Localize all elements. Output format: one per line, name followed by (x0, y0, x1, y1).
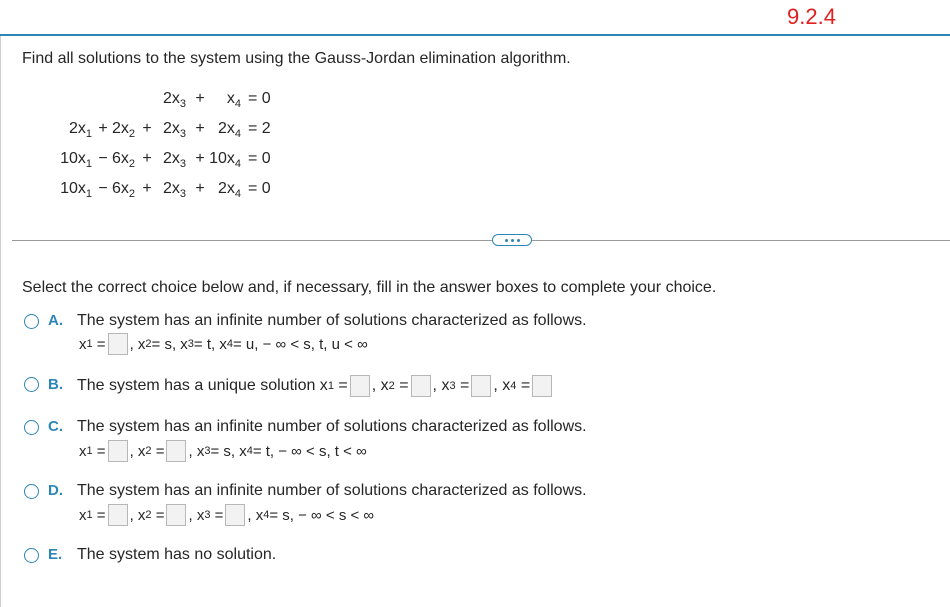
answer-box-b-x4[interactable] (532, 375, 552, 397)
choice-d-formula: x 1 = , x 2 = , x 3 = , x 4 = s, − ∞ < s < ∞ (79, 504, 374, 526)
answer-box-c-x2[interactable] (166, 440, 186, 462)
equation-term: $2x_3$ (162, 180, 186, 200)
equation-operator: + (142, 120, 152, 137)
equation-operator: + (195, 150, 205, 167)
handwritten-annotation (787, 2, 867, 32)
choice-a-formula: x 1 = , x 2 = s, x 3 = t, x 4 = u, − ∞ < s, t, u < ∞ (79, 333, 368, 355)
choice-e-letter: E. (48, 546, 63, 563)
equation-rhs: = 0 (248, 180, 271, 197)
answer-box-d-x1[interactable] (108, 504, 128, 526)
equation-term: $2x_3$ (162, 90, 186, 110)
annotation-text: 9.2.4 (787, 4, 836, 29)
equation-term: $6x_2$ (111, 150, 135, 170)
equation-operator: + (142, 180, 152, 197)
more-options-button[interactable] (492, 234, 532, 246)
choice-a-letter: A. (48, 312, 63, 329)
answer-box-b-x3[interactable] (471, 375, 491, 397)
equation-operator: + (195, 180, 205, 197)
radio-c[interactable] (24, 420, 39, 435)
dot-icon (517, 239, 520, 242)
choice-e-text: The system has no solution. (77, 546, 277, 563)
equation-term: $2x_3$ (162, 150, 186, 170)
choice-b-letter: B. (48, 376, 63, 393)
equation-term: $2x_3$ (162, 120, 186, 140)
radio-a[interactable] (24, 314, 39, 329)
equation-term: $x_4$ (226, 90, 241, 110)
equation-term: $2x_4$ (217, 120, 241, 140)
equation-term: $10x_4$ (209, 150, 241, 170)
radio-b[interactable] (24, 377, 39, 392)
choice-prompt: Select the correct choice below and, if necessary, fill in the answer boxes to complete your choice. (22, 279, 717, 296)
equation-row (0, 180, 320, 200)
choice-c-letter: C. (48, 418, 63, 435)
equation-rhs: = 0 (248, 150, 271, 167)
choice-b-formula: The system has a unique solution x 1 = , x 2 = , x 3 = , x 4 = (77, 375, 554, 397)
separator-line (12, 240, 950, 241)
equation-rhs: = 0 (248, 90, 271, 107)
choice-d-letter: D. (48, 482, 63, 499)
equation-operator: + (195, 120, 205, 137)
equation-operator: + (195, 90, 205, 107)
equation-term: $2x_2$ (111, 120, 135, 140)
top-rule (0, 34, 950, 36)
choice-a-text: The system has an infinite number of solutions characterized as follows. (77, 312, 587, 329)
dot-icon (505, 239, 508, 242)
equation-row (0, 120, 320, 140)
equation-row (0, 150, 320, 170)
equation-term: $2x_1$ (68, 120, 92, 140)
choice-d-text: The system has an infinite number of solutions characterized as follows. (77, 482, 587, 499)
dot-icon (511, 239, 514, 242)
radio-e[interactable] (24, 548, 39, 563)
equation-operator: + (98, 120, 108, 137)
answer-box-b-x2[interactable] (411, 375, 431, 397)
equation-term: $10x_1$ (60, 180, 92, 200)
equation-term: $6x_2$ (111, 180, 135, 200)
question-instruction: Find all solutions to the system using the Gauss-Jordan elimination algorithm. (22, 50, 571, 67)
equation-operator: + (142, 150, 152, 167)
radio-d[interactable] (24, 484, 39, 499)
choice-c-text: The system has an infinite number of solutions characterized as follows. (77, 418, 587, 435)
equation-term: $10x_1$ (60, 150, 92, 170)
answer-box-d-x3[interactable] (225, 504, 245, 526)
answer-box-d-x2[interactable] (166, 504, 186, 526)
equation-operator: − (98, 150, 108, 167)
equation-term: $2x_4$ (217, 180, 241, 200)
equation-operator: − (98, 180, 108, 197)
answer-box-c-x1[interactable] (108, 440, 128, 462)
answer-box-a-x1[interactable] (108, 333, 128, 355)
answer-box-b-x1[interactable] (350, 375, 370, 397)
equation-row (0, 90, 320, 110)
choice-c-formula: x 1 = , x 2 = , x 3 = s, x 4 = t, − ∞ < s, t < ∞ (79, 440, 367, 462)
equation-rhs: = 2 (248, 120, 271, 137)
